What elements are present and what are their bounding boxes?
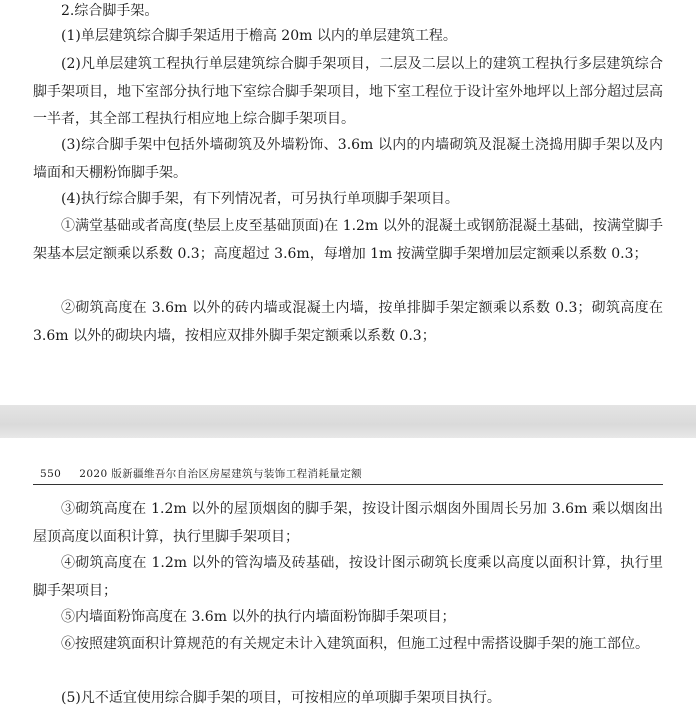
list-item-3: ③砌筑高度在 1.2m 以外的屋顶烟囱的脚手架，按设计图示烟囱外围周长另加 3.6m 乘以烟囱出屋顶高度以面积计算，执行里脚手架项目； xyxy=(33,501,663,545)
running-header xyxy=(40,467,362,481)
list-item-1: ①满堂基础或者高度(垫层上皮至基础顶面)在 1.2m 以外的混凝土或钢筋混凝土基础，按满堂脚手架基本层定额乘以系数 0.3；高度超过 3.6m，每增加 1m 按满堂脚手架增加层定额乘以系数 0.3； xyxy=(33,218,663,262)
paragraph-5: (5)凡不适宜使用综合脚手架的项目，可按相应的单项脚手架项目执行。 xyxy=(61,690,501,706)
list-item-6: ⑥按照建筑面积计算规范的有关规定未计入建筑面积，但施工过程中需搭设脚手架的施工部位。 xyxy=(61,636,649,652)
paragraph-2: (2)凡单层建筑工程执行单层建筑综合脚手架项目，二层及二层以上的建筑工程执行多层建筑综合脚手架项目，地下室部分执行地下室综合脚手架项目，地下室工程位于设计室外地坪以上部分超过层高一半者，其全部工程执行相应地上综合脚手架项目。 xyxy=(33,56,663,127)
paragraph-3: (3)综合脚手架中包括外墙砌筑及外墙粉饰、3.6m 以内的内墙砌筑及混凝土浇捣用脚手架以及内墙面和天棚粉饰脚手架。 xyxy=(33,137,663,181)
paragraph-1: (1)单层建筑综合脚手架适用于檐高 20m 以内的单层建筑工程。 xyxy=(61,28,457,44)
running-title: 2020 版新疆维吾尔自治区房屋建筑与装饰工程消耗量定额 xyxy=(79,468,363,480)
section-heading: 2.综合脚手架。 xyxy=(61,3,159,19)
page-number: 550 xyxy=(40,468,62,480)
header-rule xyxy=(33,484,663,485)
list-item-4: ④砌筑高度在 1.2m 以外的管沟墙及砖基础，按设计图示砌筑长度乘以高度以面积计算，执行里脚手架项目； xyxy=(33,555,663,599)
paragraph-4: (4)执行综合脚手架，有下列情况者，可另执行单项脚手架项目。 xyxy=(61,191,459,207)
list-item-2: ②砌筑高度在 3.6m 以外的砖内墙或混凝土内墙，按单排脚手架定额乘以系数 0.3；砌筑高度在 3.6m 以外的砌块内墙，按相应双排外脚手架定额乘以系数 0.3； xyxy=(33,300,663,344)
page-gap xyxy=(0,405,696,438)
list-item-5: ⑤内墙面粉饰高度在 3.6m 以外的执行内墙面粉饰脚手架项目； xyxy=(61,609,456,625)
